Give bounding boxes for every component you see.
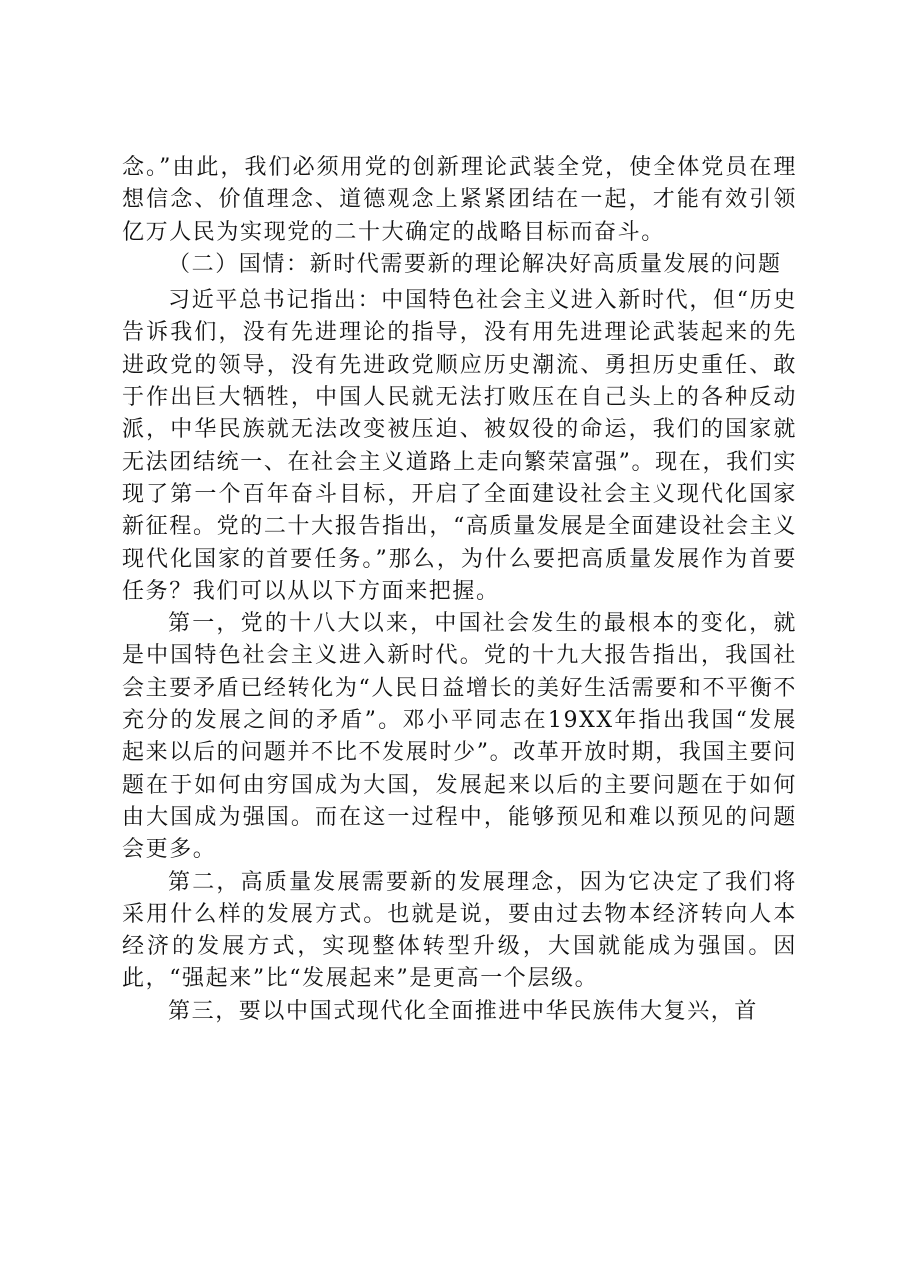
paragraph-second-point: 第二，高质量发展需要新的发展理念，因为它决定了我们将采用什么样的发展方式。也就是说，要由过去物本经济转向人本经济的发展方式，实现整体转型升级，大国就能成为强国。因此，“强起来”比“发展起来”是更高一个层级。 <box>122 869 797 992</box>
section-heading: （二）国情：新时代需要新的理论解决好高质量发展的问题 <box>168 251 782 277</box>
paragraph-continuation: 念。”由此，我们必须用党的创新理论武装全党，使全体党员在理想信念、价值理念、道德观念上紧紧团结在一起，才能有效引领亿万人民为实现党的二十大确定的战略目标而奋斗。 <box>122 155 797 245</box>
paragraph-first-point: 第一，党的十八大以来，中国社会发生的最根本的变化，就是中国特色社会主义进入新时代。党的十九大报告指出，我国社会主要矛盾已经转化为“人民日益增长的美好生活需要和不平衡不充分的发展之间的矛盾”。邓小平同志在19XX年指出我国“发展起来以后的问题并不比不发展时少”。改革开放时期，我国主要问题在于如何由穷国成为大国，发展起来以后的主要问题在于如何由大国成为强国。而在这一过程中，能够预见和难以预见的问题会更多。 <box>122 611 797 863</box>
paragraph-third-point: 第三，要以中国式现代化全面推进中华民族伟大复兴，首 <box>168 998 759 1024</box>
document-body <box>122 152 797 1028</box>
paragraph-xi-remarks: 习近平总书记指出：中国特色社会主义进入新时代，但“历史告诉我们，没有先进理论的指导，没有用先进理论武装起来的先进政党的领导，没有先进政党顺应历史潮流、勇担历史重任、敢于作出巨大牺牲，中国人民就无法打败压在自己头上的各种反动派，中华民族就无法改变被压迫、被奴役的命运，我们的国家就无法团结统一、在社会主义道路上走向繁荣富强”。现在，我们实现了第一个百年奋斗目标，开启了全面建设社会主义现代化国家新征程。党的二十大报告指出，“高质量发展是全面建设社会主义现代化国家的首要任务。”那么，为什么要把高质量发展作为首要任务？我们可以从以下方面来把握。 <box>122 288 797 604</box>
